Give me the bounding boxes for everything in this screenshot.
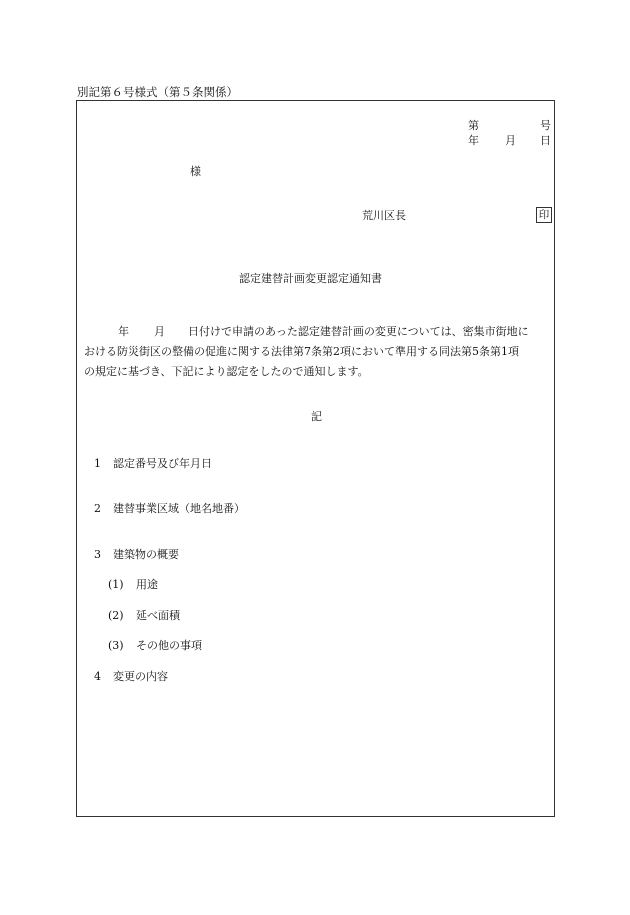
date-hi: 日	[540, 134, 551, 147]
subitem-1-number: (1)	[108, 578, 124, 591]
item-1-label: 認定番号及び年月日	[113, 457, 212, 470]
item-4-label: 変更の内容	[113, 670, 168, 683]
number-dai: 第	[468, 119, 479, 132]
recipient-suffix: 様	[190, 165, 201, 178]
item-2-number: 2	[94, 502, 101, 515]
subitem-1-label: 用途	[136, 578, 158, 591]
document-title: 認定建替計画変更認定通知書	[239, 272, 382, 285]
seal-mark: 印	[536, 207, 552, 223]
item-1-number: 1	[94, 457, 101, 470]
body-line-2: おける防災街区の整備の促進に関する法律第7条第2項において準用する同法第5条第1項	[84, 345, 519, 358]
number-go: 号	[540, 119, 551, 132]
form-label: 別記第６号様式（第５条関係）	[77, 85, 238, 99]
body-line-1: 年 月 日付けで申請のあった認定建替計画の変更については、密集市街地に	[118, 325, 529, 338]
subitem-2-label: 延べ面積	[136, 609, 180, 622]
ki-heading: 記	[311, 410, 322, 423]
subitem-3-label: その他の事項	[136, 639, 202, 652]
item-3-number: 3	[94, 548, 101, 561]
item-2-label: 建替事業区域（地名地番）	[113, 502, 245, 515]
subitem-2-number: (2)	[108, 609, 124, 622]
sender-name: 荒川区長	[362, 209, 406, 222]
subitem-3-number: (3)	[108, 639, 124, 652]
body-line-3: の規定に基づき、下記により認定をしたので通知します。	[84, 365, 369, 378]
item-4-number: 4	[94, 670, 101, 683]
date-nen: 年	[468, 134, 479, 147]
date-tsuki: 月	[505, 134, 516, 147]
body-paragraph	[84, 322, 552, 382]
item-3-label: 建築物の概要	[113, 548, 179, 561]
